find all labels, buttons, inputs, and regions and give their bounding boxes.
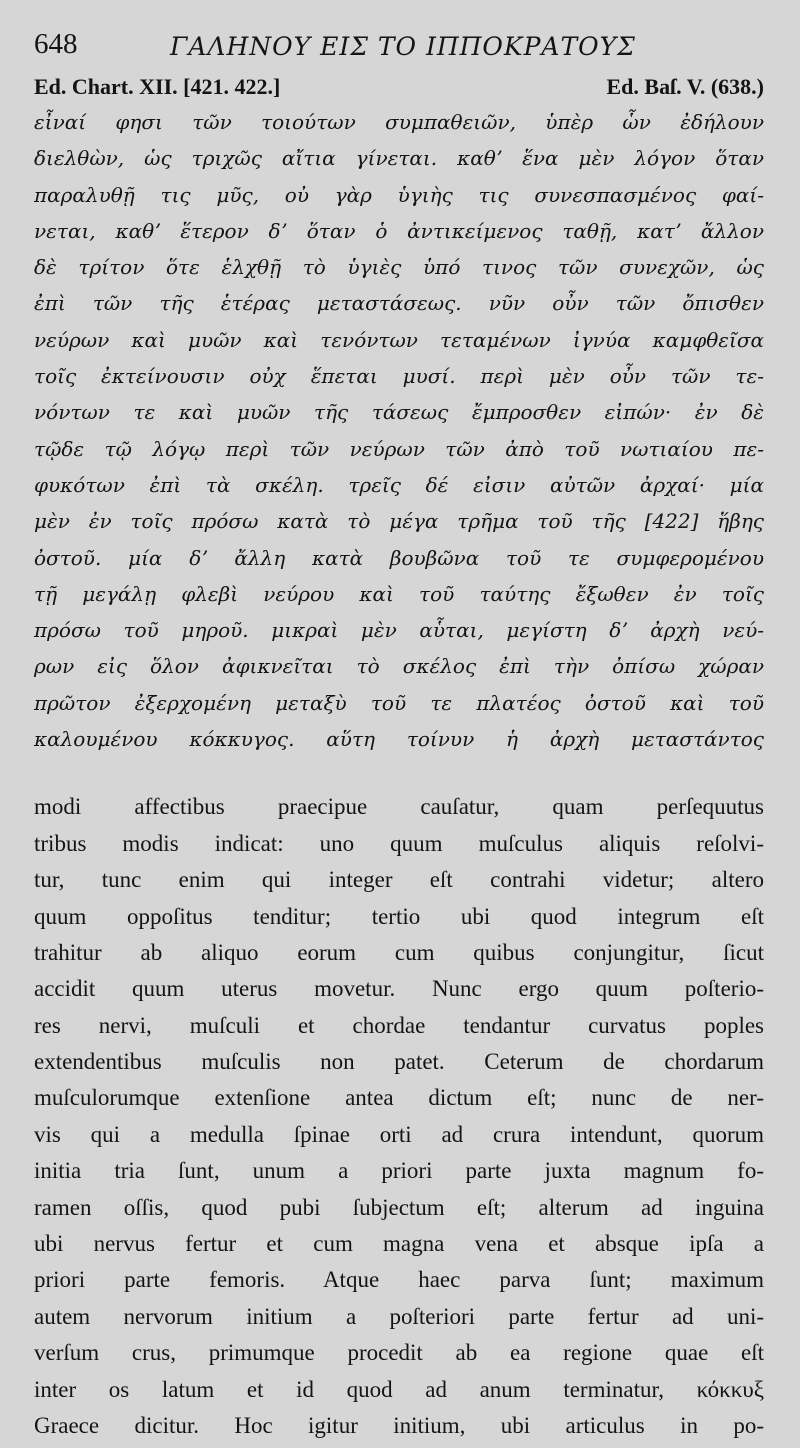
greek-text-line: τοῖς ἐκτείνουσιν οὐχ ἕπεται μυσί. περὶ μὲν οὖν τῶν τε-: [34, 364, 764, 389]
greek-text-line: ρων εἰς ὅλον ἀφικνεῖται τὸ σκέλος ἐπὶ τὴν ὀπίσω χώραν: [34, 654, 764, 679]
greek-text-line: καλουμένου κόκκυγος. αὕτη τοίνυν ἡ ἀρχὴ μεταστάντος: [34, 727, 764, 752]
latin-text-line: extendentibus muſculis non patet. Ceterum de chordarum: [34, 1049, 764, 1075]
page-number: 648: [34, 28, 78, 60]
greek-text-line: φυκότων ἐπὶ τὰ σκέλη. τρεῖς δέ εἰσιν αὐτῶν ἀρχαί· μία: [34, 472, 764, 497]
greek-text-line: νόντων τε καὶ μυῶν τῆς τάσεως ἔμπροσθεν εἰπών· ἐν δὲ: [34, 400, 764, 425]
latin-text-line: ubi nervus fertur et cum magna vena et absque ipſa a: [34, 1231, 764, 1257]
latin-text-line: ramen oſſis, quod pubi ſubjectum eſt; alterum ad inguina: [34, 1194, 764, 1220]
running-title: ΓΑΛΗΝΟΥ ΕΙΣ ΤΟ ΙΠΠΟΚΡΑΤΟΥΣ: [170, 32, 636, 61]
latin-text-line: autem nervorum initium a poſteriori parte fertur ad uni-: [34, 1303, 764, 1329]
latin-text-line: vis qui a medulla ſpinae orti ad crura intendunt, quorum: [34, 1121, 764, 1147]
latin-text-line: inter os latum et id quod ad anum terminatur, κόκκυξ: [34, 1376, 764, 1402]
greek-text-line: νεύρων καὶ μυῶν καὶ τενόντων τεταμένων ἰγνύα καμφθεῖσα: [34, 327, 764, 352]
latin-text-block: [34, 789, 764, 1444]
greek-text-line: δὲ τρίτον ὅτε ἑλχθῇ τὸ ὑγιὲς ὑπό τινος τῶν συνεχῶν, ὡς: [34, 255, 764, 280]
greek-text-block: [34, 104, 764, 757]
greek-text-line: πρόσω τοῦ μηροῦ. μικραὶ μὲν αὗται, μεγίστη δʼ ἀρχὴ νεύ-: [34, 618, 764, 643]
running-head: [34, 28, 764, 74]
latin-text-line: res nervi, muſculi et chordae tendantur curvatus poples: [34, 1012, 764, 1038]
greek-text-line: παραλυθῇ τις μῦς, οὐ γὰρ ὑγιὴς τις συνεσπασμένος φαί-: [34, 182, 764, 207]
greek-text-line: πρῶτον ἐξερχομένη μεταξὺ τοῦ τε πλατέος ὀστοῦ καὶ τοῦ: [34, 690, 764, 715]
latin-text-line: accidit quum uterus movetur. Nunc ergo quum poſterio-: [34, 976, 764, 1002]
greek-text-line: ἐπὶ τῶν τῆς ἑτέρας μεταστάσεως. νῦν οὖν τῶν ὄπισθεν: [34, 291, 764, 316]
latin-text-line: modi affectibus praecipue cauſatur, quam perſequutus: [34, 794, 764, 820]
latin-text-line: tribus modis indicat: uno quum muſculus aliquis reſolvi-: [34, 830, 764, 856]
edition-reference-basel: Ed. Baſ. V. (638.): [606, 74, 764, 99]
greek-text-line: νεται, καθʼ ἕτερον δʼ ὅταν ὁ ἀντικείμενος ταθῇ, κατʼ ἄλλον: [34, 218, 764, 243]
greek-text-line: μὲν ἐν τοῖς πρόσω κατὰ τὸ μέγα τρῆμα τοῦ τῆς [422] ἥβης: [34, 509, 764, 534]
edition-reference-chart: Ed. Chart. XII. [421. 422.]: [34, 74, 281, 99]
latin-text-line: muſculorumque extenſione antea dictum eſt; nunc de ner-: [34, 1085, 764, 1111]
latin-text-line: quum oppoſitus tenditur; tertio ubi quod integrum eſt: [34, 903, 764, 929]
greek-text-line: τῷδε τῷ λόγῳ περὶ τῶν νεύρων τῶν ἀπὸ τοῦ νωτιαίου πε-: [34, 436, 764, 461]
greek-text-line: τῇ μεγάλῃ φλεβὶ νεύρου καὶ τοῦ ταύτης ἔξωθεν ἐν τοῖς: [34, 581, 764, 606]
greek-text-line: διελθὼν, ὡς τριχῶς αἴτια γίνεται. καθʼ ἕνα μὲν λόγον ὅταν: [34, 146, 764, 171]
edition-reference-line: [34, 74, 764, 100]
latin-text-line: initia tria ſunt, unum a priori parte juxta magnum fo-: [34, 1158, 764, 1184]
latin-text-line: verſum crus, primumque procedit ab ea regione quae eſt: [34, 1340, 764, 1366]
latin-text-line: tur, tunc enim qui integer eſt contrahi videtur; altero: [34, 867, 764, 893]
greek-text-line: εἶναί φησι τῶν τοιούτων συμπαθειῶν, ὑπὲρ ὧν ἐδήλουν: [34, 110, 764, 134]
greek-text-line: ὀστοῦ. μία δʼ ἄλλη κατὰ βουβῶνα τοῦ τε συμφερομένου: [34, 545, 764, 570]
latin-text-line: Graece dicitur. Hoc igitur initium, ubi articulus in po-: [34, 1412, 764, 1438]
latin-text-line: priori parte femoris. Atque haec parva ſunt; maximum: [34, 1267, 764, 1293]
latin-text-line: trahitur ab aliquo eorum cum quibus conjungitur, ſicut: [34, 939, 764, 965]
